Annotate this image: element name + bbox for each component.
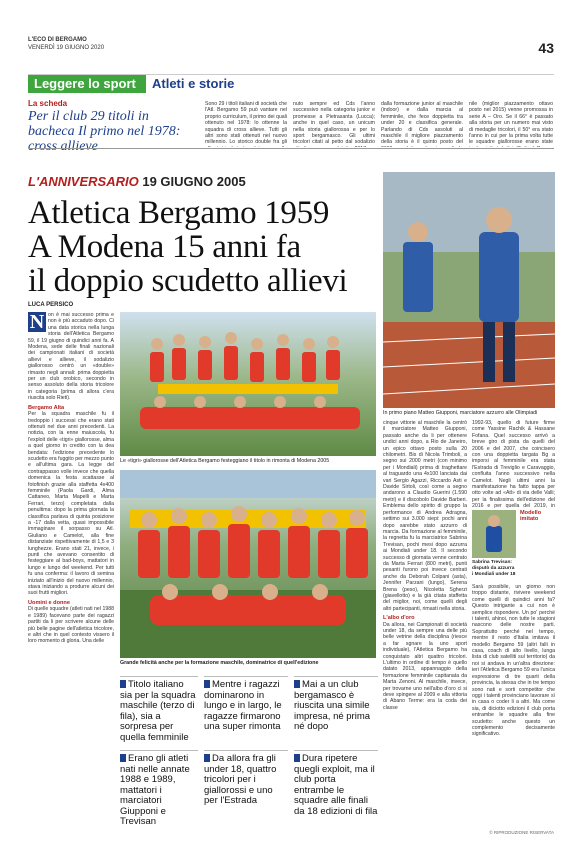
column-4-c xyxy=(472,584,555,806)
giupponi-photo-image xyxy=(383,172,555,408)
trevisan-photo-image xyxy=(472,510,516,558)
bottom-photo-caption: Grande felicità anche per la formazione maschile, dominatrice di quell'edizione xyxy=(120,660,319,666)
column-3-text-b: Da allora, nei Campionati di società under 18, da sempre una delle più belle vetrine della disciplina (riesce a far sgnare la uno sport individuale), l'Atletica Bergamo ha conquistato altri quattro tricolori. L'ultimo in ordine di tempo è quello datato 2013, appannaggio della formazione femminile capitanata da Marta Zenoni. Al maschile, invece, per trovarne uno nell'albo d'oro ci si deve spingere al 2009 e alla vittoria di Abano Terme: era la coda dei classe xyxy=(383,621,467,711)
quote-4-text: Erano gli atleti nati nelle annate 1988 e 1989, mattatori i marciatori Giupponi e Trevisan xyxy=(120,753,190,827)
top-photo-caption: Le «tigri» giallorosse dell'Atletica Bergamo festeggiano il titolo in rimonta di Modena 2005 xyxy=(120,458,330,464)
team-photo-women xyxy=(120,312,376,456)
subhead-uomini-donne: Uomini e donne xyxy=(28,599,70,606)
left-column xyxy=(28,312,114,812)
kicker-text: L'ANNIVERSARIO xyxy=(28,174,139,189)
quote-3-text: Mai a un club bergamasco è riuscita una simile impresa, né prima né dopo xyxy=(294,679,371,732)
subhead-albo-doro: L'albo d'oro xyxy=(383,615,415,622)
headline-line-3: il doppio scudetto allievi xyxy=(28,263,348,299)
quote-marker-icon xyxy=(294,680,300,688)
quote-2 xyxy=(204,676,288,733)
quote-marker-icon xyxy=(204,680,210,688)
article-intro: on è mai successo prima e non è più accaduto dopo. Ci una data storica nella lunga storia dell'Atletica Bergamo 59, il 19 giugno di quindici anni fa. A Modena, sede delle finali nazionali dei campionati italiani di società allievi e allieve, il sodalizio giallorosso centrò un «double» rimasto negli annali: prima doppietta per un club orobico, secondo in senso assoluto della storia tricolore in categoria (prima di allora c'era riuscita solo Rieti). xyxy=(28,312,114,402)
quote-1-text: Titolo italiano sia per la squadra maschile (terzo di fila), sia a sorpresa per quella femminile xyxy=(120,679,196,743)
scheda-column-2: nuto sempre ed Cds l'anno successivo nella categoria junior e promesse a Pietrasanta (Lucca); anche in quel caso, un unicum nella storia giallorossa e per lo sport bergamasco. Gli ultimi tricolori citati al petto dal sodalizio xyxy=(293,101,375,146)
scheda-column-3: dalla formazione junior al maschile (indoor) e dalla marcia al femminile, che fece doppietta tra under 20 e classifica generale. Parlando di Cds assoluti al maschile il migliore piazzamento della storia è il quinto posto del xyxy=(381,101,463,146)
small-photo-caption: Sabrina Trevisan: disputò da azzurra i Mondiali under 18 xyxy=(472,560,516,577)
team-photo-men-image xyxy=(120,470,376,658)
copyright-note: © RIPRODUZIONE RISERVATA xyxy=(489,830,554,835)
quote-6 xyxy=(294,750,378,817)
headline-line-2: A Modena 15 anni fa xyxy=(28,229,301,265)
column-3 xyxy=(383,420,467,806)
right-photo-caption: In primo piano Matteo Giupponi, marciatore azzurro alle Olimpiadi xyxy=(383,410,538,416)
section-divider xyxy=(28,148,554,149)
column-4-text: 1992-93, quello di future firme come Yassine Rachik & Hassane Fofana. Quel successo arrivò a breve giro di pista da quelli del 2006 e del 2007, che coincisero con una doppietta targata Bg a imporsi al femminile era stata l'Estrada di Treviglio e Caravaggio, confluita l'anno successivo nella Camelot. Negli ultimi anni la manifestazione ha fatto tappa per otto volte ad «Atl» di via delle Valli; per la finalissima dell'edizione del 2016 e per quella del 2019, in xyxy=(472,420,555,508)
scheda-column-4: nile (miglior piazzamento ottavo posto nel 2015) venne promossa in serie A – Oro. Se il 66° è passato alla storia per un numero mai visto di medaglie tricolori, il 50° era stato l'anno in cui per la prima volta tutte le squadre giallorosse erano state xyxy=(469,101,553,146)
article-body-1: Per la squadra maschile fu il tredoppio i successi che erano stati ottenuti nel due anni precedenti. La notizia, con la enne maiuscola, fu l'exploit delle «tigri» giallorosse, alma a quel giorno in credito con la dea bendata: l'edizione precedente lo scudetto era fuggito per mezzo punto e all'ultima gara. La legge del contrappasso volle invece che quella domenica la festa scattasse al fotofinish grazie alla staffetta 4x400 femminile (Paola Gardi, Alma Cattaneo, Marta Mapelli e Marta Ferrari, terzo) completata dalla penultima: dopo la prima giornata la classifica parlava di quinta posizione a -17 dalla vetta, quasi impossibile immaginare il sorpasso su Atl. Giuliano e Camelot, alla fine distanziate rispettivamente di 1,5 e 3 lunghezze. Erano stati 21, invece, i punti che avevano consentito di festeggiare al bad-boys, mattatori in lungo e lungo del weekend. Per tutti fu una conferma: il lavoro di semina iniziato all'inizio del nuovo millennio, stava iniziando a produrre alcuni dei suoi frutti migliori. xyxy=(28,411,114,597)
quote-3 xyxy=(294,676,378,733)
article-headline xyxy=(28,196,388,298)
issue-date: VENERDÌ 19 GIUGNO 2020 xyxy=(28,45,105,51)
quote-1 xyxy=(120,676,198,743)
column-4-text-b: Sarà possibile, un giorno non troppo distante, rivivere weekend come quelli di quindici anni fa? Questo intrigante a cui non è semplice rispondere. Un po' perché i talenti, ahinoi, non tutte le stagioni nascono delle nostre parti. Soprattutto perché nel tempo, mentre il resto d'Italia imitava il modello Bergamo 59 (altri falli in casa, coach di alto livello, lunga lista di club satelliti sul territorio) da noi si andava in un'altra direzione: ieri l'Atletica Bergamo 59 era l'unica espressione di tre quarti della provincia, la stessa che in tre tempo sono nati e sorti competitor che oggi i talenti provinciano lavorare sì in casa o coder li a altri. Ma come sia, di diciotto edizioni il club porta entrambe le squadre alla fine scudetto: anche questo un complemento decisamente significativo. xyxy=(472,584,555,738)
scheda-label: La scheda xyxy=(28,99,68,108)
newspaper-name: L'ECO DI BERGAMO xyxy=(28,37,87,43)
column-3-text: cinque vittorie al maschile la centrò il marciatore Matteo Giupponi, passato anche da li per ottenere undici anni dopo, a Rio de Janeiro, un epico ottavo posto sulla 20 chilometri. Bis di Nicola Trimboli, a segno sui 2000 metri (con minimo per i Mondiali) prima di traghettare al traguardo una 4x100 lanciata dai vari Sergio Agazzi, Riccardo Asti e Davide Sirtoli, così come a segno andarono a Claudio Guerini (1.590 metri) e il discobolo Davide Barberi. Emblema dello spirito di gruppo la performance di Andrea Adragna, settimo sui 3.000 siepi: pochi anni dopo sarebbe stato azzurro di marcia. Da formazione al femminile, la regnetta fu la marciatrice Sabrina Trevisan, pochi mesi dopo azzurra ai Mondiali under 18. Il secondo successo di giornata venne centrato da Marta Ferrari (800 metri), punti pesanti furono poi invece centrati anche da Deborah Colpani (asta), Jennifer Parzani (lungo), Serena Brena (peso), Nicoletta Sgherzi (giavellotto) e la già citata staffetta del miglior, noi, come quelli degli altri partecipanti, rimasti nella storia. xyxy=(383,420,467,612)
subhead-bergamo-alta: Bergamo Alta xyxy=(28,404,65,411)
quote-2-text: Mentre i ragazzi dominarono in lungo e in largo, le ragazze firmarono una super rimonta xyxy=(204,679,282,732)
scheda-title: Per il club 29 titoli in bacheca Il primo nel 1978: cross allieve xyxy=(28,109,181,154)
trevisan-photo xyxy=(472,510,516,558)
masthead xyxy=(28,36,104,52)
section-secondary: Atleti e storie xyxy=(152,76,235,91)
section-bar xyxy=(28,74,554,92)
headline-line-1: Atletica Bergamo 1959 xyxy=(28,195,330,231)
quote-4 xyxy=(120,750,198,828)
quote-marker-icon xyxy=(294,754,300,762)
quote-5 xyxy=(204,750,288,807)
scheda-column-1: Sono 29 i titoli italiani di società che l'Atl. Bergamo 59 può vantare nel proprio curriculum, il primo dei quali ottenuto nel 1978: lo ottenne la squadra di cross allieve. Tutti gli altri sono stati ottenuti nel nuovo millennio. Lo storico double fra gli xyxy=(205,101,287,146)
section-primary: Leggere lo sport xyxy=(28,75,146,93)
quote-marker-icon xyxy=(204,754,210,762)
article-kicker xyxy=(28,174,246,189)
team-photo-women-image xyxy=(120,312,376,456)
page-number: 43 xyxy=(538,40,554,56)
quote-5-text: Da allora fra gli under 18, quattro tricolori per i giallorossi e uno per l'Estrada xyxy=(204,753,277,806)
subhead-modello-imitato: Modello imitato xyxy=(520,510,542,523)
article-body-2: Di quelle squadre (atleti nati nel 1988 e 1989) facevano parte dei ragazzi partiti da li per scrivere alcune delle più belle pagine dell'atletica tricolore, e altri che in quel contesto vissero il loro momento di gloria. Una delle xyxy=(28,606,114,645)
quote-marker-icon xyxy=(120,680,126,688)
column-4 xyxy=(472,420,555,508)
quote-marker-icon xyxy=(120,754,126,762)
dropcap: N xyxy=(29,312,45,333)
byline: LUCA PERSICO xyxy=(28,302,74,308)
team-photo-men xyxy=(120,470,376,658)
giupponi-photo xyxy=(383,172,555,408)
quote-6-text: Dura ripetere quegli exploit, ma il club porta entrambe le squadre alle finali da 18 edizioni di fila xyxy=(294,753,378,817)
kicker-date: 19 GIUGNO 2005 xyxy=(142,174,246,189)
